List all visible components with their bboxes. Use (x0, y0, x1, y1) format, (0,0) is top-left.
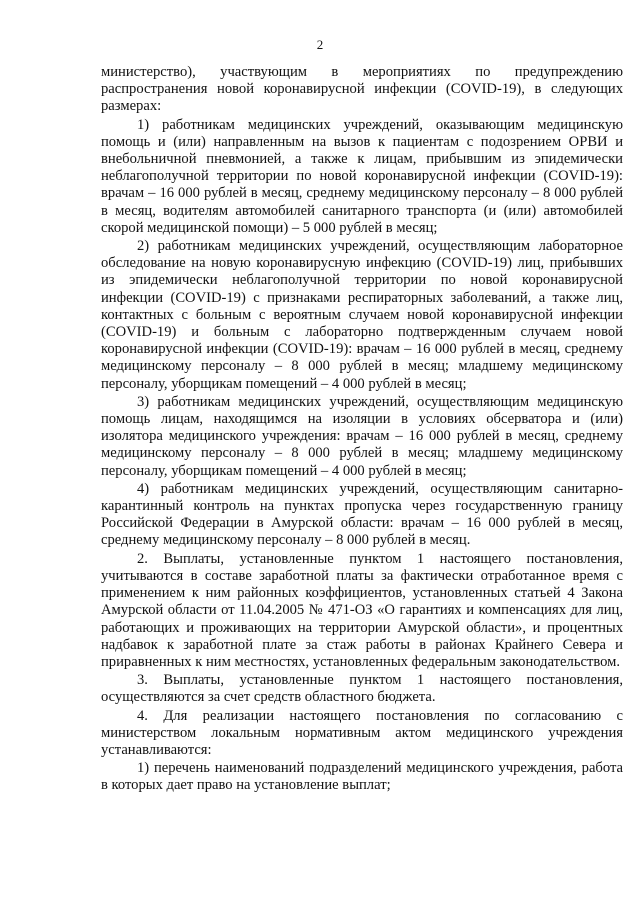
paragraph-item-3: 3) работникам медицинских учреждений, осуществляющим медицинскую помощь лицам, находящимся на изоляции в условиях обсерватора и (или) изолятора медицинского учреждения: врачам – 16 000 рублей в месяц, среднему медицинскому персоналу – 8 000 рублей в месяц; младшему медицинскому персоналу, уборщикам помещений – 4 000 рублей в месяц; (101, 393, 623, 479)
paragraph-section-2: 2. Выплаты, установленные пунктом 1 настоящего постановления, учитываются в составе заработной платы за фактически отработанное время с применением к ним районных коэффициентов, установленных статьей 4 Закона Амурской области от 11.04.2005 № 471-ОЗ «О гарантиях и компенсациях для лиц, работающих и проживающих на территории Амурской области», и процентных надбавок к заработной плате за стаж работы в районах Крайнего Севера и приравненных к ним местностях, установленных федеральным законодательством. (101, 550, 623, 670)
paragraph-item-4: 4) работникам медицинских учреждений, осуществляющим санитарно-карантинный контроль на пунктах пропуска через государственную границу Российской Федерации в Амурской области: врачам – 16 000 рублей в месяц, среднему медицинскому персоналу – 8 000 рублей в месяц. (101, 480, 623, 549)
page-number: 2 (316, 37, 324, 52)
paragraph-item-2: 2) работникам медицинских учреждений, осуществляющим лабораторное обследование на новую коронавирусную инфекцию (COVID-19) лиц, прибывших из эпидемически неблагополучной территории по новой коронавирусной инфекции (COVID-19) с признаками респираторных заболеваний, а также лиц, контактных с больным с вероятным случаем новой коронавирусной инфекции (COVID-19) и больным с лабораторно подтвержденным случаем новой коронавирусной инфекции (COVID-19): врачам – 16 000 рублей в месяц, среднему медицинскому персоналу – 8 000 рублей в месяц; младшему медицинскому персоналу, уборщикам помещений – 4 000 рублей в месяц; (101, 238, 623, 392)
document-body (101, 63, 623, 795)
paragraph-intro: министерство), участвующим в мероприятиях по предупреждению распространения новой коронавирусной инфекции (COVID-19), в следующих размерах: (101, 64, 623, 115)
paragraph-section-4-item-1: 1) перечень наименований подразделений медицинского учреждения, работа в которых дает право на установление выплат; (101, 760, 623, 794)
paragraph-section-3: 3. Выплаты, установленные пунктом 1 настоящего постановления, осуществляются за счет средств областного бюджета. (101, 672, 623, 706)
paragraph-item-1: 1) работникам медицинских учреждений, оказывающим медицинскую помощь и (или) направленным на вызов к пациентам с подозрением ОРВИ и внебольничной пневмонией, а также к лицам, прибывшим из эпидемически неблагополучной территории по новой коронавирусной инфекции (COVID-19): врачам – 16 000 рублей в месяц, среднему медицинскому персоналу – 8 000 рублей в месяц, водителям автомобилей санитарного транспорта (и (или) автомобилей скорой медицинской помощи) – 5 000 рублей в месяц; (101, 116, 623, 236)
paragraph-section-4: 4. Для реализации настоящего постановления по согласованию с министерством локальным нормативным актом медицинского учреждения устанавливаются: (101, 707, 623, 758)
